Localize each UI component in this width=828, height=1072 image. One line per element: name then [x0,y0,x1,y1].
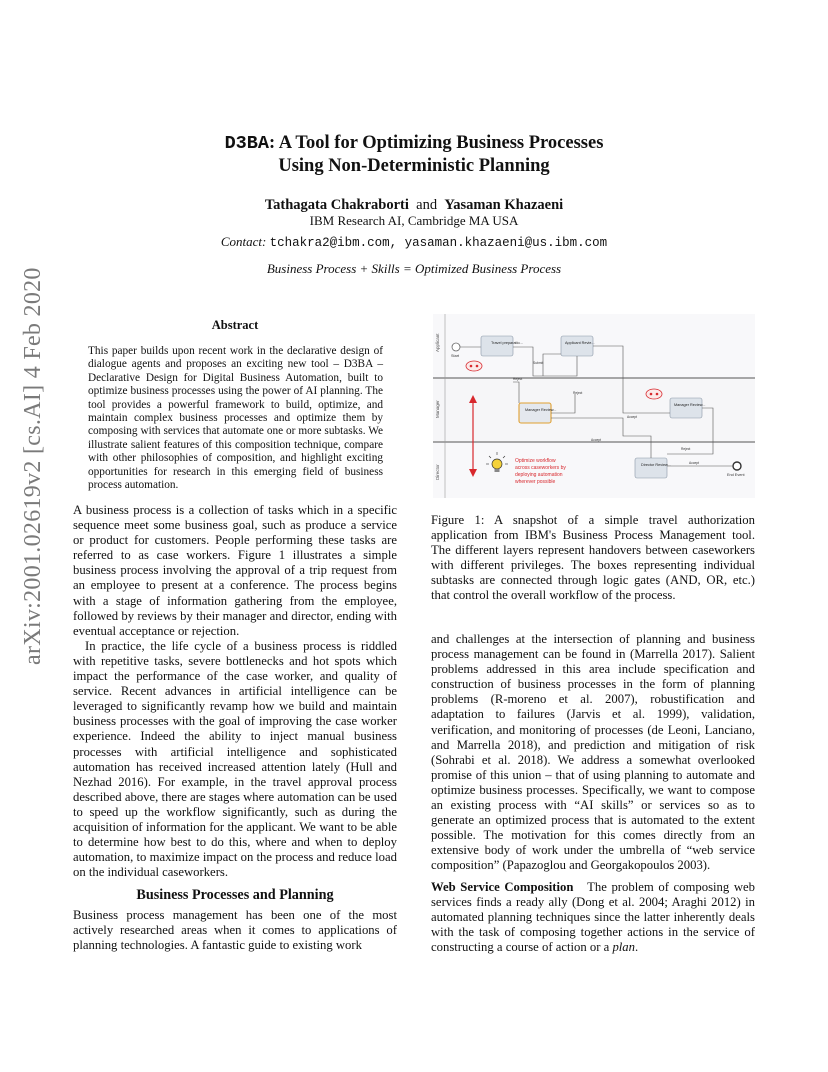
start-event [452,343,460,351]
left-column-intro [73,503,397,880]
flow-label: Accept [689,461,700,465]
contact-line [0,234,828,250]
title-line1: : A Tool for Optimizing Business Processes [269,133,604,153]
svg-text:Manager Review...: Manager Review... [525,408,557,412]
contact-emails[interactable]: tchakra2@ibm.com, yasaman.khazaeni@us.ibm.com [269,236,608,250]
robot-icon [466,361,482,371]
end-event [733,462,741,470]
emphasis-plan: plan [612,940,635,955]
flow-label: Reject [513,377,523,381]
affiliation: IBM Research AI, Cambridge MA USA [309,213,519,228]
lane-label: Applicant [435,333,440,352]
svg-text:wherever possible: wherever possible [515,479,556,485]
task-director-review [635,458,671,478]
lane-director [433,442,755,498]
contact-label: Contact: [220,234,267,249]
right-column-paragraph: and challenges at the intersection of planning and business process management can be found in (Marrella 2017). Salient problems addressed in this area include specification and construction of business processes in the form of planning problems (R-moreno et al. 2007), robustification and adaptation to failures (Jarvis et al. 1999), validation, verification, and monitoring of processes (de Leoni, Lanciano, and Marrella 2018), and prediction and mitigation of risk (Sohrabi et al. 2018). We address a somewhat overlooked promise of this union – that of using planning to automate and optimize business processes. Specifically, we want to compose an existing process with “AI skills” or services so as to generate an optimized process that is automated to the extent possible. The motivation for this comes directly from an extensive body of work under the umbrella of “web service composition” (Papazoglou and Georgakopoulos 2003). [431,632,755,873]
end-label: End Event [727,473,745,477]
paragraph-body: The problem of composing web services finds a ready ally (Dong et al. 2004; Araghi 2012) in automated planning techniques since the latter inherently deals with the task of composing together actions in the service of constructing a course of action or a [431,880,755,955]
abstract-heading: Abstract [211,318,259,332]
lane-manager [433,378,755,442]
task-manager-review-right [670,398,705,418]
flow-label: Reject [681,447,691,451]
task-manager-review-left [519,403,556,423]
tagline: Business Process + Skills = Optimized Business Process [266,261,562,276]
paragraph-2: In practice, the life cycle of a business process is riddled with repetitive tasks, severe bottlenecks and hot spots which impact the performance of the case worker, and quality of service. Recent advances in artificial intelligence can be leveraged to significantly revamp how we build and maintain business processes with the goal of improving the case worker experience. Indeed the ability to inject manual business processes with artificial intelligence and sophisticated automation has received increased attention lately (Hull and Nezhad 2016). For example, in the travel approval process described above, there are stages where automation can be used to speed up the workflow significantly, such as during the acquisition of information for the applicant. We want to be able to determine how best to do this, where and when to deploy automation, to maximize impact on the process and reduce load on the individual caseworkers. [73,638,397,880]
section-heading: Business Processes and Planning [136,887,334,903]
paragraph-3: Business process management has been one of the most actively researched areas when it comes to applications of planning technologies. A fantastic guide to existing work [73,908,397,953]
abstract-text: This paper builds upon recent work in the declarative design of dialogue agents and proposes an exciting new tool – D3BA – Declarative Design for Digital Business Automation, built to optimize business processes using the power of AI planning. The tool provides a powerful framework to build, optimize, and maintain complex business processes and optimize them by composing with services that automate one or more subtasks. We illustrate salient features of this composition technique, compare with other philosophies of composition, and highlight exciting opportunities for research in this emerging field of business process automation. [88,345,383,492]
svg-text:deploying automation: deploying automation [515,472,563,478]
author-2: Yasaman Khazaeni [444,197,564,213]
svg-text:Travel preparatio...: Travel preparatio... [491,341,523,345]
start-label: Start [451,354,460,358]
lane-label: Manager [435,400,440,418]
flow-label: Accept [591,438,602,442]
flow-label: Submit [533,361,544,365]
flow-label: Accept [627,415,638,419]
robot-icon [646,389,662,399]
title-line2: Using Non-Deterministic Planning [278,156,550,176]
paragraph-end: . [635,940,639,955]
lane-label: Director [435,464,440,480]
paper-title [0,132,828,178]
svg-text:across caseworkers by: across caseworkers by [515,465,566,471]
svg-text:Director Review...: Director Review... [641,463,671,467]
title-tool-name: D3BA [224,133,269,154]
svg-text:Manager Review...: Manager Review... [674,403,706,407]
author-and: and [416,197,438,213]
author-1: Tathagata Chakraborti [264,197,409,213]
flow-label: Reject [573,391,583,395]
task-applicant-review [561,336,595,356]
paragraph-run-in-heading: Web Service Composition [431,880,574,894]
svg-text:Applicant Revie...: Applicant Revie... [565,341,595,345]
svg-text:Optimize workflow: Optimize workflow [515,458,556,464]
author-list [0,197,828,214]
figure-caption: Figure 1: A snapshot of a simple travel authorization application from IBM's Business Process Management tool. The different layers represent handovers between caseworkers with different privileges. The boxes representing individual subtasks are connected through logic gates (AND, OR, etc.) that control the overall workflow of the process. [431,513,755,603]
figure-process-diagram [433,314,755,498]
arxiv-identifier: arXiv:2001.02619v2 [cs.AI] 4 Feb 2020 [20,267,46,665]
web-service-paragraph [431,880,755,955]
paragraph-1: A business process is a collection of tasks which in a specific sequence meet some business goal, such as produce a service or product for customers. People performing these tasks are referred to as case workers. Figure 1 illustrates a simple business process involving the approval of a trip request from an employee to present at a conference. The process begins with a stage of information gathering from the employee, followed by reviews by their manager and director, ending with eventual acceptance or rejection. [73,503,397,638]
